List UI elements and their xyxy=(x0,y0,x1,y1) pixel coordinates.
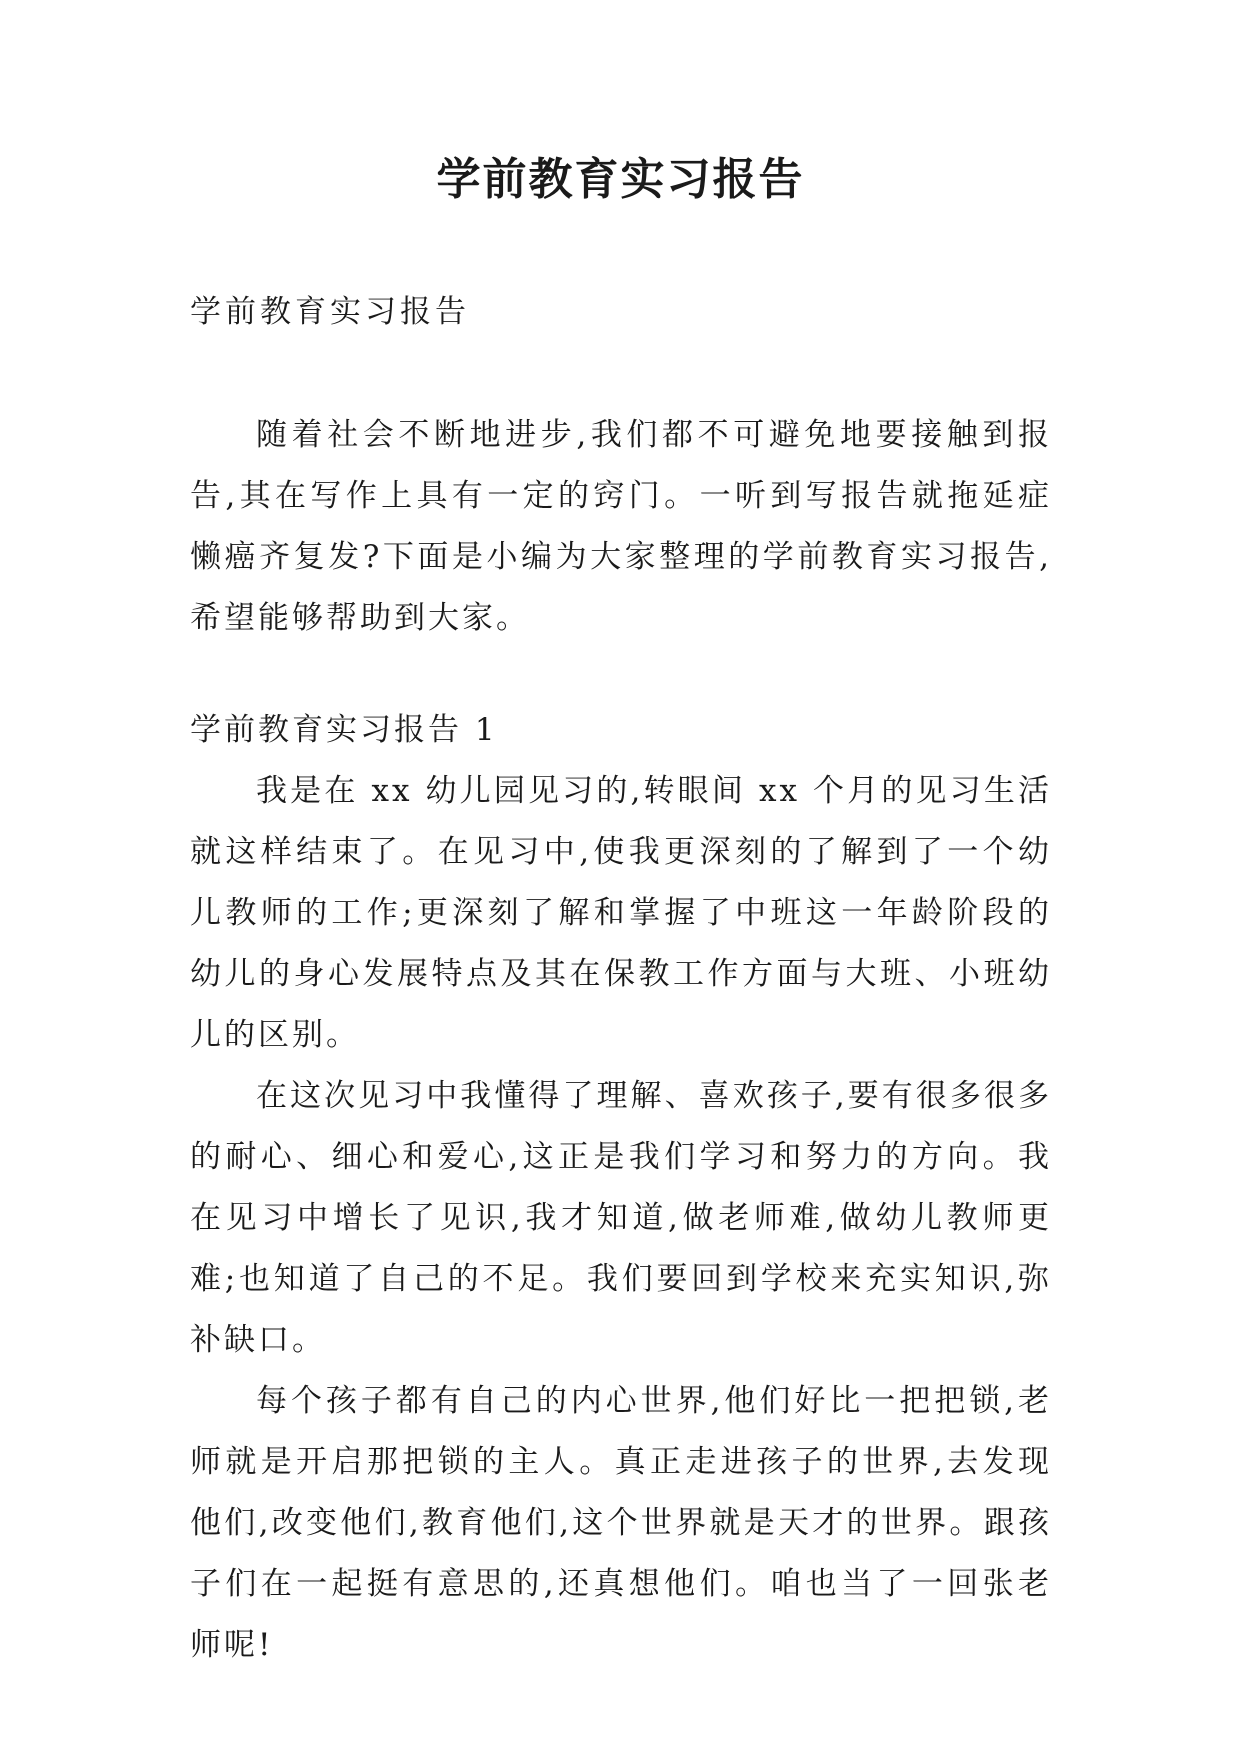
section-1-heading: 学前教育实习报告 1 xyxy=(190,712,498,748)
intro-block xyxy=(190,405,1052,649)
section-1-paragraph-1: 我是在 xx 幼儿园见习的,转眼间 xx 个月的见习生活就这样结束了。在见习中,使我更深刻的了解到了一个幼儿教师的工作;更深刻了解和掌握了中班这一年龄阶段的幼儿的身心发展特点及其在保教工作方面与大班、小班幼儿的区别。 xyxy=(190,773,1052,1053)
section-1-paragraph-3: 每个孩子都有自己的内心世界,他们好比一把把锁,老师就是开启那把锁的主人。真正走进孩子的世界,去发现他们,改变他们,教育他们,这个世界就是天才的世界。跟孩子们在一起挺有意思的,还真想他们。咱也当了一回张老师呢! xyxy=(190,1383,1052,1663)
intro-paragraph: 随着社会不断地进步,我们都不可避免地要接触到报告,其在写作上具有一定的窍门。一听到写报告就拖延症懒癌齐复发?下面是小编为大家整理的学前教育实习报告,希望能够帮助到大家。 xyxy=(190,417,1052,636)
section-1 xyxy=(190,700,1052,1676)
section-1-paragraph-2: 在这次见习中我懂得了理解、喜欢孩子,要有很多很多的耐心、细心和爱心,这正是我们学习和努力的方向。我在见习中增长了见识,我才知道,做老师难,做幼儿教师更难;也知道了自己的不足。我们要回到学校来充实知识,弥补缺口。 xyxy=(190,1078,1052,1358)
document-subtitle: 学前教育实习报告 xyxy=(190,294,470,330)
document-title: 学前教育实习报告 xyxy=(436,154,805,205)
